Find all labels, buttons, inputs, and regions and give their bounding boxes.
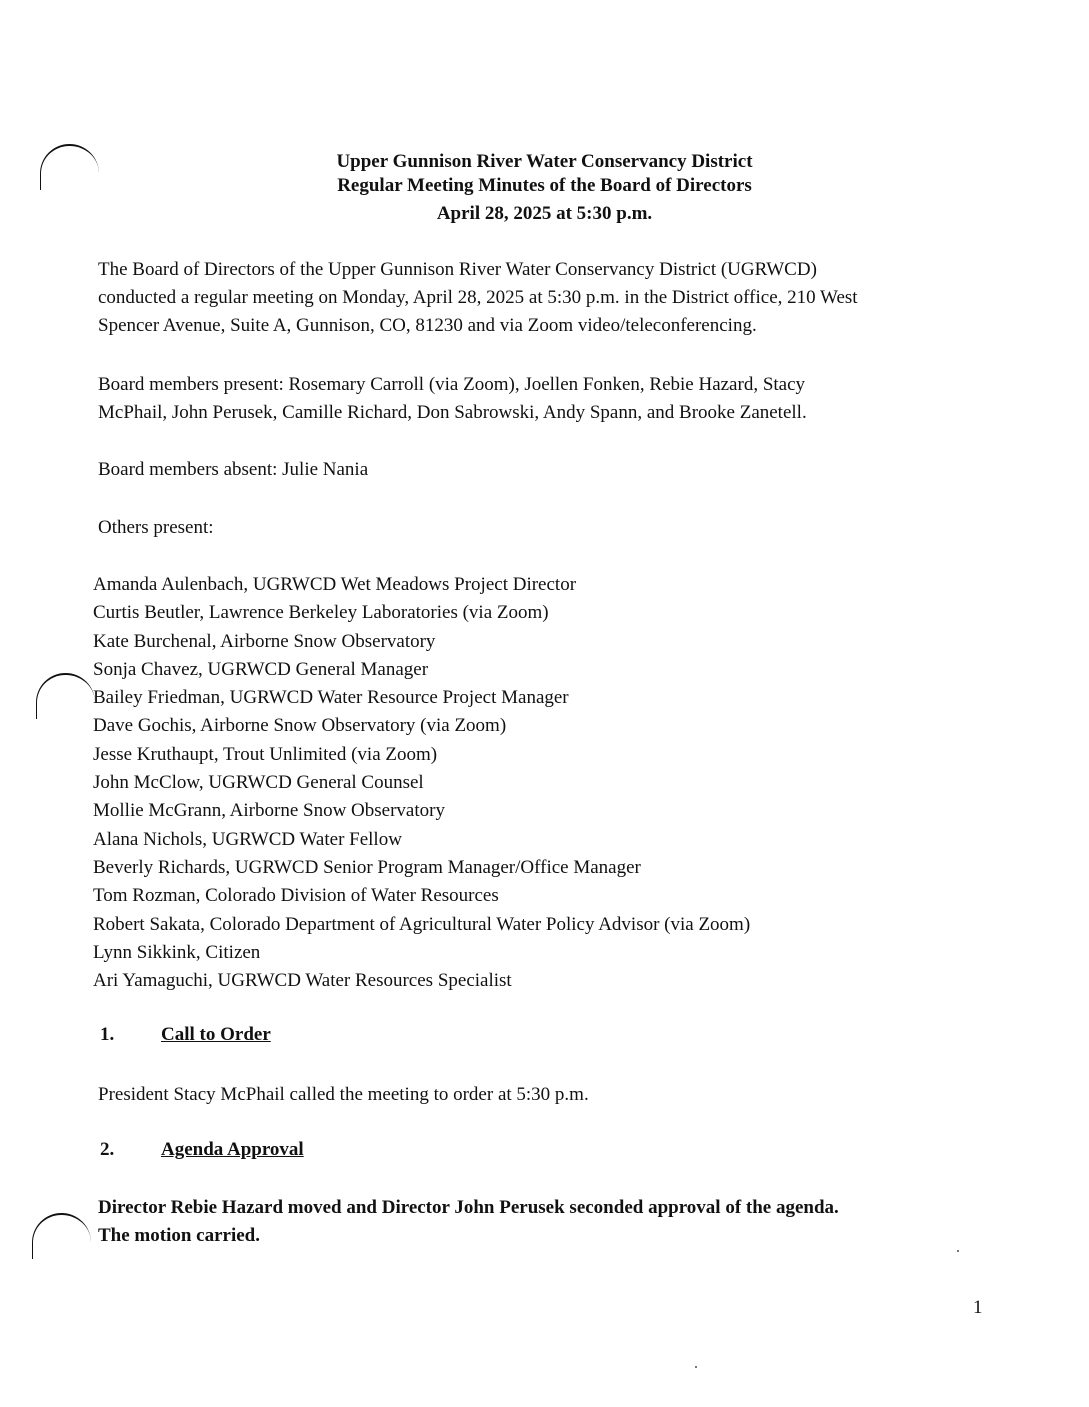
document-title: Upper Gunnison River Water Conservancy District [336, 151, 753, 172]
scan-speck [695, 1366, 697, 1368]
page-number: 1 [973, 1297, 983, 1318]
attendee-item: Dave Gochis, Airborne Snow Observatory (via Zoom) [93, 715, 507, 737]
attendee-item: John McClow, UGRWCD General Counsel [93, 772, 424, 794]
intro-paragraph [98, 256, 1018, 340]
section-body-call-to-order: President Stacy McPhail called the meeting to order at 5:30 p.m. [98, 1084, 589, 1105]
attendee-item: Robert Sakata, Colorado Department of Agricultural Water Policy Advisor (via Zoom) [93, 913, 751, 935]
attendee-item: Beverly Richards, UGRWCD Senior Program Manager/Office Manager [93, 856, 641, 878]
motion-line: Director Rebie Hazard moved and Director John Perusek seconded approval of the agenda. [98, 1197, 839, 1218]
intro-line: The Board of Directors of the Upper Gunnison River Water Conservancy District (UGRWCD) [98, 259, 817, 280]
section-number: 1. [100, 1024, 115, 1045]
board-present-paragraph [98, 371, 1018, 427]
section-number: 2. [100, 1139, 115, 1160]
others-present-label: Others present: [98, 517, 214, 538]
section-heading-agenda-approval [100, 1139, 304, 1161]
attendee-item: Ari Yamaguchi, UGRWCD Water Resources Specialist [93, 970, 512, 992]
board-present-line: McPhail, John Perusek, Camille Richard, Don Sabrowski, Andy Spann, and Brooke Zanetell. [98, 402, 807, 423]
attendee-item: Kate Burchenal, Airborne Snow Observatory [93, 630, 436, 652]
section-title: Agenda Approval [161, 1139, 304, 1160]
attendee-item: Sonja Chavez, UGRWCD General Manager [93, 658, 429, 680]
attendee-item: Tom Rozman, Colorado Division of Water Resources [93, 885, 499, 907]
punch-hole-mark [36, 673, 95, 719]
attendee-item: Jesse Kruthaupt, Trout Unlimited (via Zoom) [93, 743, 438, 765]
attendee-item: Mollie McGrann, Airborne Snow Observatory [93, 800, 445, 822]
board-present-line: Board members present: Rosemary Carroll (via Zoom), Joellen Fonken, Rebie Hazard, Stacy [98, 374, 806, 395]
attendee-item: Amanda Aulenbach, UGRWCD Wet Meadows Project Director [93, 574, 577, 595]
motion-line: The motion carried. [98, 1225, 261, 1246]
document-subtitle: Regular Meeting Minutes of the Board of Directors [337, 175, 752, 196]
attendee-item: Lynn Sikkink, Citizen [93, 941, 261, 963]
attendee-item: Bailey Friedman, UGRWCD Water Resource Project Manager [93, 687, 569, 709]
intro-line: conducted a regular meeting on Monday, April 28, 2025 at 5:30 p.m. in the District office, 210 West [98, 287, 858, 308]
section-body-agenda-approval [98, 1194, 1018, 1250]
attendee-item: Curtis Beutler, Lawrence Berkeley Laboratories (via Zoom) [93, 602, 549, 624]
meeting-date: April 28, 2025 at 5:30 p.m. [436, 203, 653, 224]
section-heading-call-to-order [100, 1024, 271, 1046]
section-title: Call to Order [161, 1024, 271, 1045]
board-absent: Board members absent: Julie Nania [98, 459, 369, 480]
attendee-item: Alana Nichols, UGRWCD Water Fellow [93, 828, 402, 850]
others-present-list [93, 571, 993, 995]
scan-speck [957, 1250, 959, 1252]
intro-line: Spencer Avenue, Suite A, Gunnison, CO, 81230 and via Zoom video/teleconferencing. [98, 315, 757, 336]
punch-hole-mark [32, 1213, 91, 1259]
